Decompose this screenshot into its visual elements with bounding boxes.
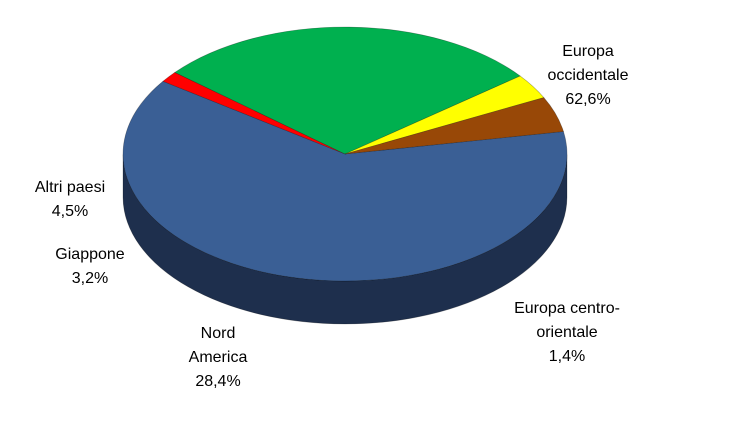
data-label-altri-paesi: 4,5% <box>51 203 89 220</box>
category-label-europa-occidentale-line-0: Europa <box>562 43 614 60</box>
category-label-altri-paesi-line-0: Altri paesi <box>34 179 106 196</box>
data-label-giappone: 3,2% <box>71 270 109 287</box>
data-label-nord-america: 28,4% <box>195 373 241 390</box>
category-label-europa-occidentale-line-1: occidentale <box>547 67 629 84</box>
category-label-nord-america-line-0: Nord <box>200 325 236 342</box>
data-label-europa-occidentale: 62,6% <box>565 91 611 108</box>
data-label-europa-centro-orientale: 1,4% <box>548 348 586 365</box>
pie-tops <box>123 27 567 281</box>
category-label-europa-centro-orientale-line-1: orientale <box>536 324 598 341</box>
category-label-nord-america-line-1: America <box>188 349 248 366</box>
category-label-giappone-line-0: Giappone <box>55 246 125 263</box>
category-label-europa-centro-orientale-line-0: Europa centro- <box>514 300 620 317</box>
